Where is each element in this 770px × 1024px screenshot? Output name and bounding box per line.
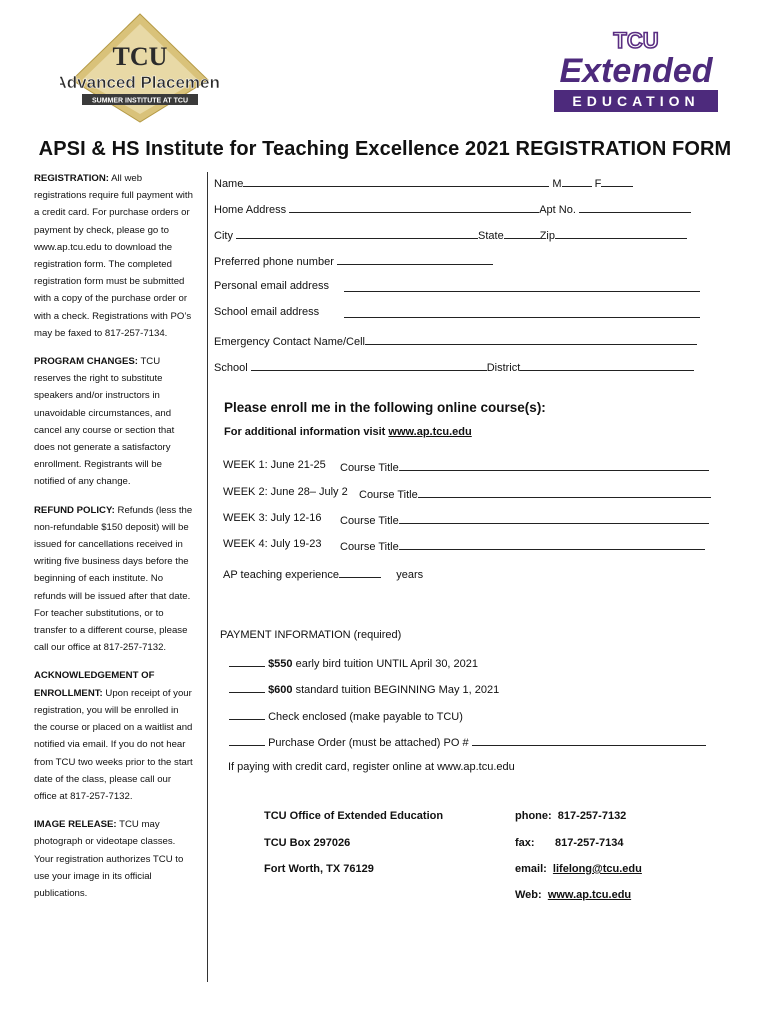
week-2-course-label: Course Title — [359, 489, 418, 501]
school-email-label: School email address — [214, 306, 320, 318]
extended-education-logo — [552, 20, 720, 116]
emergency-field[interactable] — [365, 333, 697, 345]
contact-city: Fort Worth, TX 76129 — [264, 863, 374, 875]
week-3-row — [223, 512, 321, 524]
gender-m-field[interactable] — [562, 175, 592, 187]
po-row — [229, 734, 706, 749]
week-2-label: WEEK 2: June 28– July 2 — [223, 486, 348, 498]
apt-field[interactable] — [579, 201, 691, 213]
enroll-heading: Please enroll me in the following online course(s): — [224, 400, 546, 415]
check-row — [229, 708, 463, 723]
week-4-course-label: Course Title — [340, 541, 399, 553]
name-label: Name — [214, 178, 244, 190]
apsi-logo-main: Advanced Placement — [60, 73, 220, 92]
contact-fax-number: 817-257-7134 — [555, 837, 624, 849]
contact-box: TCU Box 297026 — [264, 837, 351, 849]
po-check[interactable] — [229, 734, 265, 746]
phone-field[interactable] — [337, 253, 493, 265]
home-address-label: Home Address — [214, 204, 287, 216]
week-3-course — [340, 512, 709, 527]
ap-experience-row — [223, 566, 423, 581]
week-1-label: WEEK 1: June 21-25 — [223, 459, 326, 471]
state-field[interactable] — [504, 227, 540, 239]
phone-row — [214, 253, 493, 268]
extended-logo-sub: EDUCATION — [572, 93, 700, 109]
policy-program-changes: PROGRAM CHANGES: TCU reserves the right to substitute speakers and/or instructors in unavoidable circumstances, and cancel any course or section that does not generate a satisfactory enrollment. Registrants will be notified of any change. — [34, 356, 175, 488]
standard-row — [229, 681, 499, 696]
ap-experience-label: AP teaching experience — [223, 569, 339, 581]
week-1-row — [223, 459, 326, 471]
gender-f-label: F — [594, 178, 602, 190]
week-2-row — [223, 486, 348, 498]
week-2-course-field[interactable] — [418, 486, 711, 498]
week-4-course-field[interactable] — [399, 538, 705, 550]
zip-label: Zip — [539, 230, 555, 242]
check-enclosed-text: Check enclosed (make payable to TCU) — [268, 711, 463, 723]
contact-office: TCU Office of Extended Education — [264, 810, 444, 822]
check-enclosed-check[interactable] — [229, 708, 265, 720]
phone-label: Preferred phone number — [214, 256, 334, 268]
gender-f-field[interactable] — [601, 175, 633, 187]
school-label: School — [214, 362, 248, 374]
week-4-row — [223, 538, 321, 550]
state-label: State — [478, 230, 504, 242]
form-title: APSI & HS Institute for Teaching Excellence 2021 REGISTRATION FORM — [38, 138, 732, 160]
ap-website-link[interactable]: www.ap.tcu.edu — [388, 426, 472, 438]
standard-text: standard tuition BEGINNING May 1, 2021 — [295, 684, 500, 696]
contact-fax: fax: — [515, 837, 535, 849]
emergency-row — [214, 333, 697, 348]
week-1-course-label: Course Title — [340, 462, 399, 474]
contact-web: Web: www.ap.tcu.edu — [515, 889, 632, 901]
personal-email-label: Personal email address — [214, 280, 329, 292]
payment-heading: PAYMENT INFORMATION (required) — [220, 629, 402, 641]
city-label: City — [214, 230, 233, 242]
apsi-logo-top: TCU — [112, 42, 168, 71]
apsi-logo — [60, 10, 220, 125]
district-field[interactable] — [520, 359, 694, 371]
home-address-field[interactable] — [289, 201, 539, 213]
home-address-row — [214, 201, 691, 216]
personal-email-row — [214, 280, 329, 292]
school-email-field[interactable] — [344, 306, 700, 318]
contact-phone: phone: 817-257-7132 — [515, 810, 627, 822]
policy-registration: REGISTRATION: All web registrations require full payment with a credit card. For purchase orders or payment by check, please go to www.ap.tcu.edu to download the registration form. The completed registration form must be submitted with a copy of the purchase order or with a check. Registrations with PO’s may be faxed to 817-257-7134. — [34, 173, 193, 339]
ap-experience-field[interactable] — [339, 566, 381, 578]
early-bird-text: early bird tuition UNTIL April 30, 2021 — [295, 658, 479, 670]
personal-email-field[interactable] — [344, 280, 700, 292]
week-4-course — [340, 538, 705, 553]
name-row — [214, 175, 633, 190]
extended-logo-main: Extended — [559, 52, 713, 90]
week-4-label: WEEK 4: July 19-23 — [223, 538, 322, 550]
early-bird-check[interactable] — [229, 655, 265, 667]
policy-acknowledgement: ACKNOWLEDGEMENT OF ENROLLMENT: Upon receipt of your registration, you will be enrolled in the course or placed on a waitlist and notified via email. If you do not hear from TCU two weeks prior to the start date of the class, please call our office at 817-257-7132. — [34, 670, 193, 802]
emergency-label: Emergency Contact Name/Cell — [214, 336, 366, 348]
early-bird-amount: $550 — [268, 658, 293, 670]
week-1-course-field[interactable] — [399, 459, 709, 471]
school-row — [214, 359, 694, 374]
week-3-course-label: Course Title — [340, 515, 399, 527]
city-field[interactable] — [236, 227, 478, 239]
standard-amount: $600 — [268, 684, 293, 696]
week-3-label: WEEK 3: July 12-16 — [223, 512, 322, 524]
apsi-logo-sub: SUMMER INSTITUTE AT TCU — [91, 97, 189, 105]
policy-image-release: IMAGE RELEASE: TCU may photograph or videotape classes. Your registration authorizes TCU to use your image in its official publications. — [34, 819, 184, 899]
po-number-field[interactable] — [472, 734, 706, 746]
extended-logo-top: TCU — [613, 28, 659, 53]
contact-email: email: lifelong@tcu.edu — [515, 863, 642, 875]
web-link[interactable]: www.ap.tcu.edu — [547, 889, 632, 901]
district-label: District — [486, 362, 521, 374]
week-3-course-field[interactable] — [399, 512, 709, 524]
policy-refund: REFUND POLICY: Refunds (less the non-refundable $150 deposit) will be issued for cancellations received in writing five business days before the beginning of each institute. No refunds will be issued after that date. For teacher substitutions, or to transfer to a different course, please call our office at 817-257-7132. — [34, 504, 193, 654]
credit-card-note: If paying with credit card, register online at www.ap.tcu.edu — [228, 761, 515, 773]
school-field[interactable] — [251, 359, 487, 371]
policies-column — [34, 170, 194, 913]
years-label: years — [396, 569, 424, 581]
week-1-course — [340, 459, 709, 474]
name-field[interactable] — [243, 175, 549, 187]
school-email-row — [214, 306, 319, 318]
column-divider — [207, 172, 208, 982]
email-link[interactable]: lifelong@tcu.edu — [552, 863, 642, 875]
gender-m-label: M — [552, 178, 562, 190]
enroll-info: For additional information visit www.ap.tcu.edu — [224, 426, 472, 438]
zip-field[interactable] — [555, 227, 687, 239]
apt-label: Apt No. — [539, 204, 576, 216]
standard-check[interactable] — [229, 681, 265, 693]
early-bird-row — [229, 655, 478, 670]
week-2-course — [359, 486, 711, 501]
city-row — [214, 227, 687, 242]
po-text: Purchase Order (must be attached) PO # — [268, 737, 469, 749]
